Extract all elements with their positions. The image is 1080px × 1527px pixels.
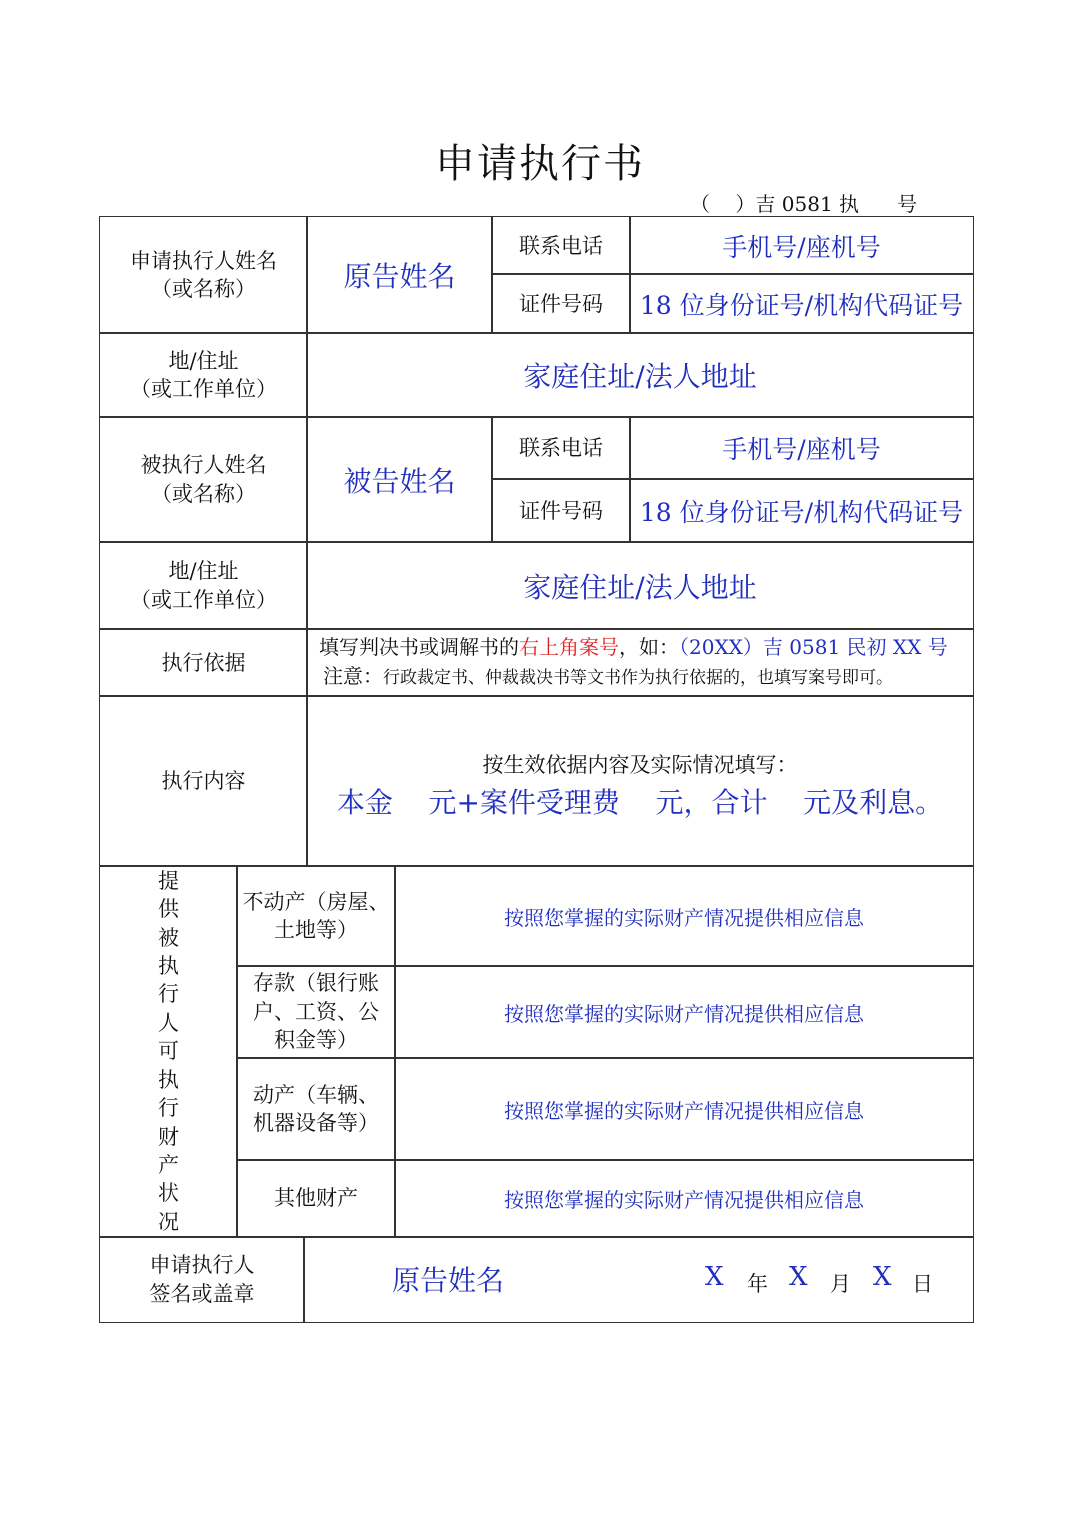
date-day-label: 日	[912, 1272, 933, 1296]
basis-highlight: 右上角案号	[519, 634, 619, 659]
applicant-id-label: 证件号码	[491, 273, 631, 334]
property-row-label: 其他财产	[236, 1159, 396, 1238]
applicant-address-value[interactable]: 家庭住址/法人地址	[306, 332, 974, 418]
respondent-id-value[interactable]: 18 位身份证号/机构代码证号	[629, 478, 974, 543]
property-section-char: 行	[158, 1096, 179, 1121]
date-day-value: X	[873, 1262, 892, 1292]
property-section-char: 执	[158, 1067, 179, 1092]
respondent-phone-label: 联系电话	[491, 416, 631, 480]
property-row-value[interactable]: 按照您掌握的实际财产情况提供相应信息	[394, 1159, 974, 1238]
property-section-char: 被	[158, 925, 179, 950]
property-row-label: 存款（银行账 户、工资、公 积金等）	[236, 965, 396, 1059]
respondent-address-label: 地/住址 （或工作单位）	[99, 541, 308, 630]
basis-value[interactable]	[306, 628, 974, 697]
property-row-value[interactable]: 按照您掌握的实际财产情况提供相应信息	[394, 965, 974, 1059]
property-row-value[interactable]: 按照您掌握的实际财产情况提供相应信息	[394, 865, 974, 967]
date-year-label: 年	[747, 1272, 768, 1296]
applicant-id-value[interactable]: 18 位身份证号/机构代码证号	[629, 273, 974, 334]
basis-line-1: 填写判决书或调解书的右上角案号，如：（20XX）吉 0581 民初 XX 号	[319, 634, 948, 659]
respondent-name-label: 被执行人姓名 （或名称）	[99, 416, 308, 543]
property-section-char: 可	[158, 1039, 179, 1064]
date-year-value: X	[705, 1262, 724, 1292]
document-title: 申请执行书	[435, 141, 645, 187]
applicant-phone-label: 联系电话	[491, 216, 631, 275]
property-row-label: 动产（车辆、 机器设备等）	[236, 1057, 396, 1161]
basis-label: 执行依据	[99, 628, 308, 697]
signature-area[interactable]	[303, 1236, 974, 1323]
content-label: 执行内容	[99, 695, 308, 867]
content-formula: 本金 元+案件受理费 元，合计 元及利息。	[336, 786, 944, 819]
basis-note: 注意：行政裁定书、仲裁裁决书等文书作为执行依据的，也填写案号即可。	[323, 663, 893, 688]
respondent-name-value[interactable]: 被告姓名	[306, 416, 493, 543]
case-number-label: （ ）吉 0581 执 号	[690, 192, 918, 216]
date-month-value: X	[789, 1262, 808, 1292]
property-section-label	[99, 865, 238, 1238]
respondent-address-value[interactable]: 家庭住址/法人地址	[306, 541, 974, 630]
property-section-char: 提	[158, 868, 179, 893]
property-section-char: 财	[158, 1124, 179, 1149]
respondent-phone-value[interactable]: 手机号/座机号	[629, 416, 974, 480]
property-section-char: 人	[158, 1010, 179, 1035]
signature-label: 申请执行人 签名或盖章	[99, 1236, 305, 1323]
property-section-char: 供	[158, 897, 179, 922]
content-instruction: 按生效依据内容及实际情况填写：	[482, 753, 798, 777]
property-row-label: 不动产（房屋、 土地等）	[236, 865, 396, 967]
applicant-address-label: 地/住址 （或工作单位）	[99, 332, 308, 418]
date-month-label: 月	[830, 1272, 851, 1296]
property-section-char: 况	[158, 1209, 179, 1234]
property-section-char: 执	[158, 954, 179, 979]
property-section-char: 产	[158, 1152, 179, 1177]
content-value[interactable]	[306, 695, 974, 867]
respondent-id-label: 证件号码	[491, 478, 631, 543]
property-section-char: 状	[158, 1181, 179, 1206]
applicant-name-value[interactable]: 原告姓名	[306, 216, 493, 334]
signature-name: 原告姓名	[392, 1264, 505, 1297]
applicant-phone-value[interactable]: 手机号/座机号	[629, 216, 974, 275]
basis-example: （20XX）吉 0581 民初 XX 号	[679, 634, 948, 659]
applicant-name-label: 申请执行人姓名 （或名称）	[99, 216, 308, 334]
property-row-value[interactable]: 按照您掌握的实际财产情况提供相应信息	[394, 1057, 974, 1161]
property-section-char: 行	[158, 982, 179, 1007]
